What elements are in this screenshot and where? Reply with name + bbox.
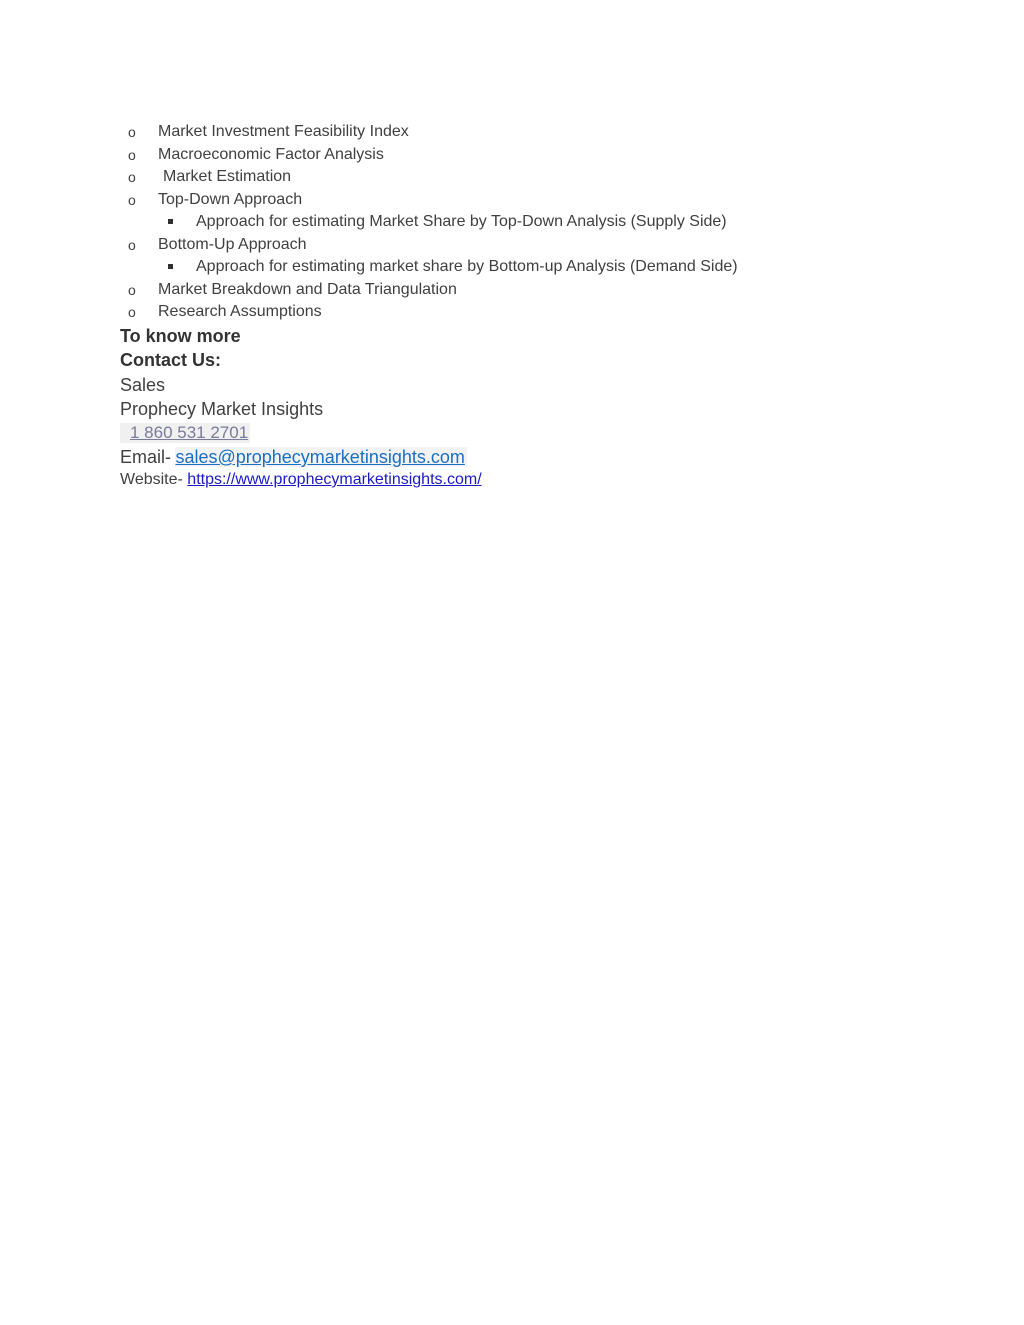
website-link[interactable]: https://www.prophecymarketinsights.com/	[187, 471, 482, 488]
bullet-square-icon	[168, 264, 173, 269]
list-item-label: Market Estimation	[163, 168, 292, 185]
bullet-circle-icon: o	[128, 192, 136, 208]
company-name: Prophecy Market Insights	[120, 399, 324, 419]
sub-list-item-label: Approach for estimating market share by Bottom-up Analysis (Demand Side)	[196, 258, 738, 275]
know-more-heading: To know more	[120, 326, 241, 346]
bullet-circle-icon: o	[128, 282, 136, 298]
phone-link[interactable]: 1 860 531 2701	[120, 423, 250, 443]
email-link[interactable]: sales@prophecymarketinsights.com	[175, 447, 465, 467]
email-label: Email-	[120, 447, 172, 467]
bullet-circle-icon: o	[128, 237, 136, 253]
bullet-square-icon	[168, 219, 173, 224]
list-item-label: Research Assumptions	[158, 303, 322, 320]
website-label: Website-	[120, 471, 183, 488]
bullet-circle-icon: o	[128, 169, 136, 185]
list-item-label: Market Investment Feasibility Index	[158, 123, 409, 140]
list-item-label: Market Breakdown and Data Triangulation	[158, 281, 457, 298]
list-item-label: Macroeconomic Factor Analysis	[158, 146, 384, 163]
bullet-circle-icon: o	[128, 304, 136, 320]
bullet-circle-icon: o	[128, 124, 136, 140]
department-label: Sales	[120, 375, 166, 395]
list-item-label: Bottom-Up Approach	[158, 236, 307, 253]
contact-us-heading: Contact Us:	[120, 350, 222, 370]
list-item-label: Top-Down Approach	[158, 191, 303, 208]
website-line	[120, 470, 482, 490]
email-line	[120, 446, 467, 468]
bullet-circle-icon: o	[128, 147, 136, 163]
sub-list-item-label: Approach for estimating Market Share by Top-Down Analysis (Supply Side)	[196, 213, 727, 230]
